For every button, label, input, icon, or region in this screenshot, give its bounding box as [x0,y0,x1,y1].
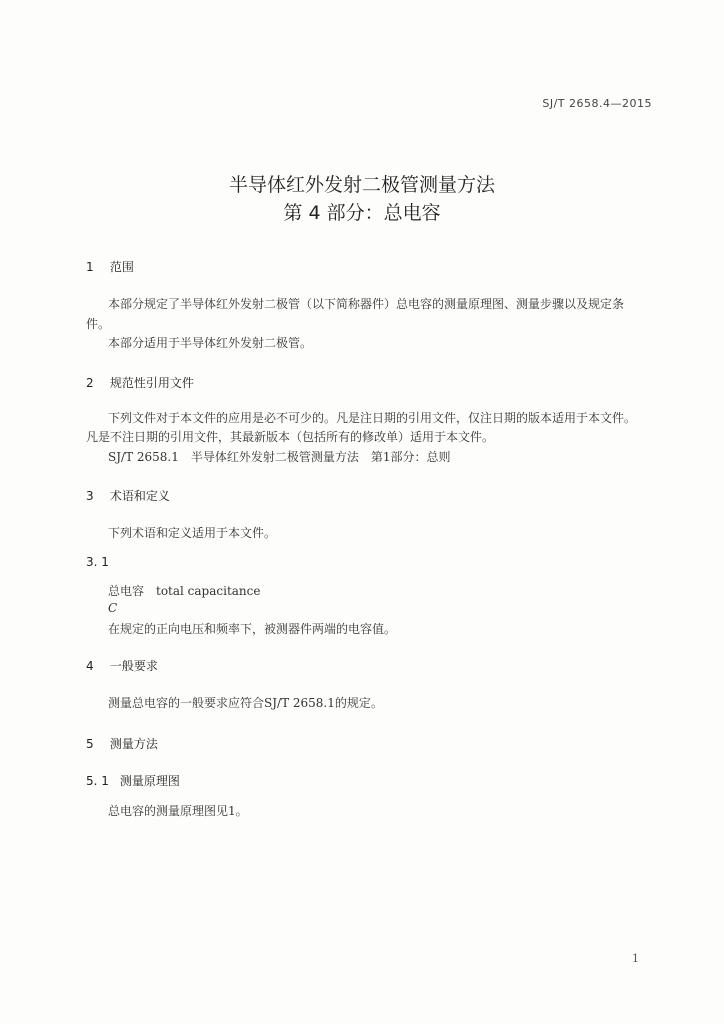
section-number: 5 [86,737,94,751]
section-3-heading [86,487,170,504]
section-1-heading [86,258,134,275]
section-number: 3 [86,489,94,503]
section-title: 术语和定义 [109,489,170,503]
section-5-heading [86,735,158,752]
section-title: 规范性引用文件 [109,376,194,390]
section-number: 5. 1 [86,774,109,788]
section-1-paragraph-line-2: 件。 [86,317,111,331]
section-title: 范围 [109,260,134,274]
standard-code: SJ/T 2658.4—2015 [542,97,652,110]
term-definition: 在规定的正向电压和频率下，被测器件两端的电容值。 [108,622,397,636]
section-2-heading [86,374,194,391]
normative-reference: SJ/T 2658.1 半导体红外发射二极管测量方法 第1部分：总则 [108,450,451,464]
section-4-heading [86,657,158,674]
term-entry: 总电容 total capacitance [108,584,261,598]
document-title: 半导体红外发射二极管测量方法 [228,174,495,196]
section-4-paragraph: 测量总电容的一般要求应符合SJ/T 2658.1的规定。 [108,696,383,710]
section-3-paragraph: 下列术语和定义适用于本文件。 [108,526,277,540]
term-symbol: C [108,601,118,615]
section-number: 4 [86,659,94,673]
page-number: 1 [632,952,639,965]
section-2-paragraph-line-1: 下列文件对于本文件的应用是必不可少的。凡是注日期的引用文件，仅注日期的版本适用于本文件。 [108,411,637,425]
section-title: 一般要求 [109,659,158,673]
section-number: 2 [86,376,94,390]
document-subtitle: 第 4 部分：总电容 [283,202,441,224]
subsection-5-1-heading [86,772,180,789]
subsection-5-1-paragraph: 总电容的测量原理图见1。 [108,804,248,818]
section-1-paragraph-2: 本部分适用于半导体红外发射二极管。 [108,336,313,350]
section-2-paragraph-line-2: 凡是不注日期的引用文件，其最新版本（包括所有的修改单）适用于本文件。 [86,430,495,444]
subsection-3-1-number: 3. 1 [86,555,109,569]
section-1-paragraph-line-1: 本部分规定了半导体红外发射二极管（以下简称器件）总电容的测量原理图、测量步骤以及规定条 [108,297,625,311]
section-number: 1 [86,260,94,274]
section-title: 测量原理图 [119,774,180,788]
section-title: 测量方法 [109,737,158,751]
